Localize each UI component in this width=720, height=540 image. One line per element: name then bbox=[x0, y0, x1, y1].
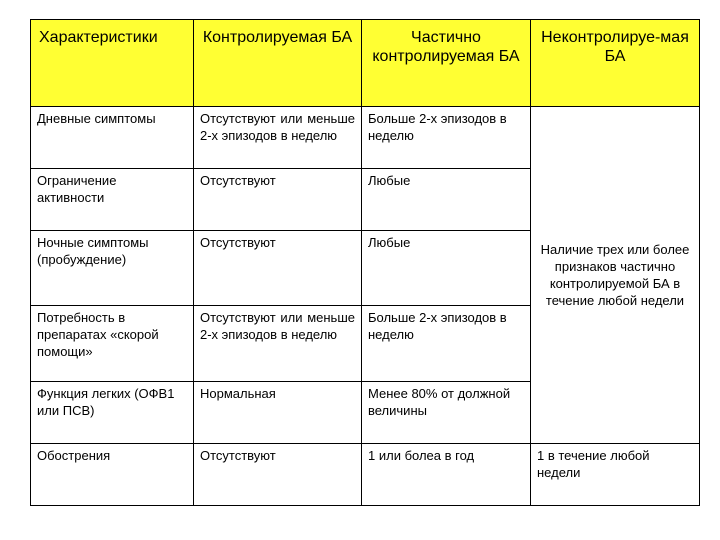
partial-cell: Менее 80% от должной величины bbox=[362, 382, 531, 444]
partial-cell: Больше 2-х эпизодов в неделю bbox=[362, 306, 531, 382]
row-label: Дневные симптомы bbox=[31, 107, 194, 169]
table-row bbox=[31, 107, 700, 169]
row-label: Обострения bbox=[31, 444, 194, 506]
uncontrolled-cell: 1 в течение любой недели bbox=[531, 444, 700, 506]
controlled-cell: Отсутствуют bbox=[194, 169, 362, 231]
row-label: Ночные симптомы (пробуждение) bbox=[31, 231, 194, 306]
asthma-control-table bbox=[30, 19, 700, 506]
partial-cell: 1 или болеа в год bbox=[362, 444, 531, 506]
header-partially-controlled: Частично контролируемая БА bbox=[362, 20, 531, 107]
controlled-cell: Отсутствуют bbox=[194, 444, 362, 506]
header-controlled: Контролируемая БА bbox=[194, 20, 362, 107]
row-label: Функция легких (ОФВ1 или ПСВ) bbox=[31, 382, 194, 444]
table-row bbox=[31, 444, 700, 506]
row-label: Потребность в препаратах «скорой помощи» bbox=[31, 306, 194, 382]
controlled-cell: Отсутствуют или меньше 2-х эпизодов в неделю bbox=[194, 306, 362, 382]
row-label: Ограничение активности bbox=[31, 169, 194, 231]
partial-cell: Больше 2-х эпизодов в неделю bbox=[362, 107, 531, 169]
controlled-cell: Нормальная bbox=[194, 382, 362, 444]
uncontrolled-merged-cell: Наличие трех или более признаков частично контролируемой БА в течение любой недели bbox=[531, 107, 700, 444]
controlled-cell: Отсутствуют bbox=[194, 231, 362, 306]
header-row bbox=[31, 20, 700, 107]
header-uncontrolled: Неконтролируе-мая БА bbox=[531, 20, 700, 107]
partial-cell: Любые bbox=[362, 169, 531, 231]
partial-cell: Любые bbox=[362, 231, 531, 306]
header-characteristics: Характеристики bbox=[31, 20, 194, 107]
controlled-cell: Отсутствуют или меньше 2-х эпизодов в неделю bbox=[194, 107, 362, 169]
